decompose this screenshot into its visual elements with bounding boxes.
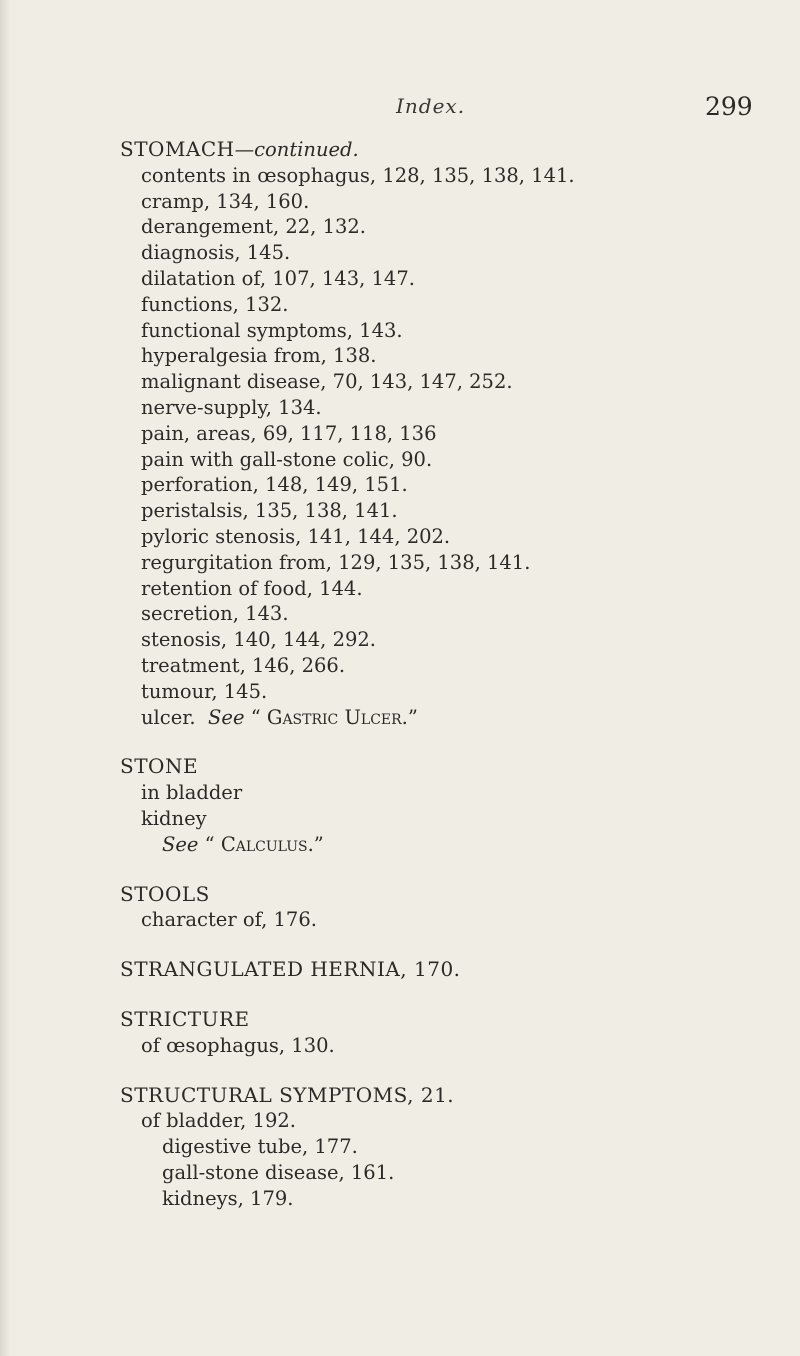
index-subentry: peristalsis, 135, 138, 141.: [141, 499, 398, 523]
structural-symptoms-heading: STRUCTURAL SYMPTOMS, 21.: [120, 1082, 455, 1107]
index-subentry: of bladder, 192.: [141, 1109, 297, 1133]
index-subentry: secretion, 143.: [141, 602, 289, 626]
index-subentry: pain, areas, 69, 117, 118, 136: [141, 421, 437, 445]
stricture-heading: STRICTURE: [120, 1006, 250, 1031]
index-subentry: retention of food, 144.: [141, 576, 363, 600]
index-subentry: character of, 176.: [141, 908, 317, 932]
index-subentry: digestive tube, 177.: [162, 1135, 358, 1159]
index-subentry: kidneys, 179.: [162, 1186, 294, 1210]
page-edge: [0, 0, 10, 1356]
stomach-heading: STOMACH—continued.: [120, 137, 359, 161]
index-subentry: derangement, 22, 132.: [141, 215, 367, 239]
index-subentry: gall-stone disease, 161.: [162, 1160, 395, 1184]
index-subentry: contents in œsophagus, 128, 135, 138, 141.: [141, 163, 575, 187]
index-subentry: hyperalgesia from, 138.: [141, 344, 377, 368]
running-title: Index.: [396, 94, 466, 118]
index-subentry: perforation, 148, 149, 151.: [141, 473, 408, 497]
index-body: [120, 137, 800, 1211]
index-subentry: functions, 132.: [141, 292, 289, 316]
strangulated-hernia-heading: STRANGULATED HERNIA, 170.: [120, 957, 461, 982]
index-subentry: pyloric stenosis, 141, 144, 202.: [141, 524, 451, 548]
calculus-cross-reference: See “ Calculus.”: [162, 832, 324, 856]
page-number: 299: [705, 92, 753, 121]
index-subentry: malignant disease, 70, 143, 147, 252.: [141, 370, 513, 394]
index-subentry: pain with gall-stone colic, 90.: [141, 447, 433, 471]
index-subentry: stenosis, 140, 144, 292.: [141, 628, 376, 652]
index-subentry: cramp, 134, 160.: [141, 189, 310, 213]
index-subentry: nerve-supply, 134.: [141, 395, 322, 419]
index-subentry: regurgitation from, 129, 135, 138, 141.: [141, 550, 531, 574]
index-subentry: tumour, 145.: [141, 679, 268, 703]
index-subentry: diagnosis, 145.: [141, 241, 291, 265]
ulcer-cross-reference: ulcer. See “ Gastric Ulcer.”: [141, 705, 418, 729]
index-subentry: of œsophagus, 130.: [141, 1033, 335, 1057]
index-subentry: dilatation of, 107, 143, 147.: [141, 266, 415, 290]
index-subentry: functional symptoms, 143.: [141, 318, 403, 342]
stools-heading: STOOLS: [120, 881, 210, 906]
index-subentry: treatment, 146, 266.: [141, 653, 346, 677]
index-subentry: kidney: [141, 806, 207, 830]
stone-heading: STONE: [120, 754, 199, 779]
index-subentry: in bladder: [141, 781, 243, 805]
